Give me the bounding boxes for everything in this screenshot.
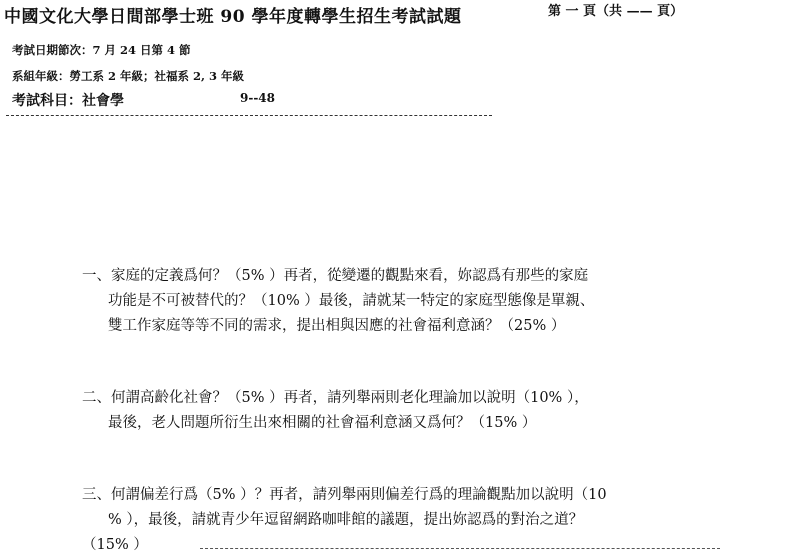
question-1-line-2: 功能是不可被替代的？（10% ）最後，請就某一特定的家庭型態像是單親、	[108, 293, 595, 309]
question-3-line-2: % ），最後，請就青少年逗留網路咖啡館的議題，提出妳認爲的對治之道？	[108, 512, 584, 528]
question-1	[82, 264, 594, 339]
footer-divider	[200, 548, 720, 549]
exam-date-line: 考試日期節次：7 月 24 日第 4 節	[12, 43, 191, 57]
question-3-line-1: 三、何謂偏差行爲（5% ）？再者，請列舉兩則偏差行爲的理論觀點加以說明（10	[82, 487, 607, 503]
question-3	[82, 483, 607, 558]
question-3-line-3: （15% ）	[82, 537, 148, 553]
question-2-line-1: 二、何謂高齡化社會？（5% ）再者，請列舉兩則老化理論加以說明（10% ），	[82, 390, 589, 406]
subject-code: 9--48	[240, 91, 276, 105]
page-number: 第 一 頁（共 —— 頁）	[548, 4, 684, 19]
exam-title: 中國文化大學日間部學士班 90 學年度轉學生招生考試試題	[4, 7, 462, 27]
question-2-line-2: 最後，老人問題所衍生出來相關的社會福利意涵又爲何？（15% ）	[108, 415, 537, 431]
question-1-line-3: 雙工作家庭等等不同的需求，提出相與因應的社會福利意涵？（25% ）	[108, 318, 566, 334]
question-1-line-1: 一、家庭的定義爲何？（5% ）再者，從變遷的觀點來看，妳認爲有那些的家庭	[82, 268, 589, 284]
question-2	[82, 386, 589, 436]
header-divider	[6, 115, 492, 116]
subject-line: 考試科目：社會學	[12, 93, 124, 109]
department-line: 系組年級：勞工系 2 年級；社福系 2, 3 年級	[12, 69, 245, 83]
